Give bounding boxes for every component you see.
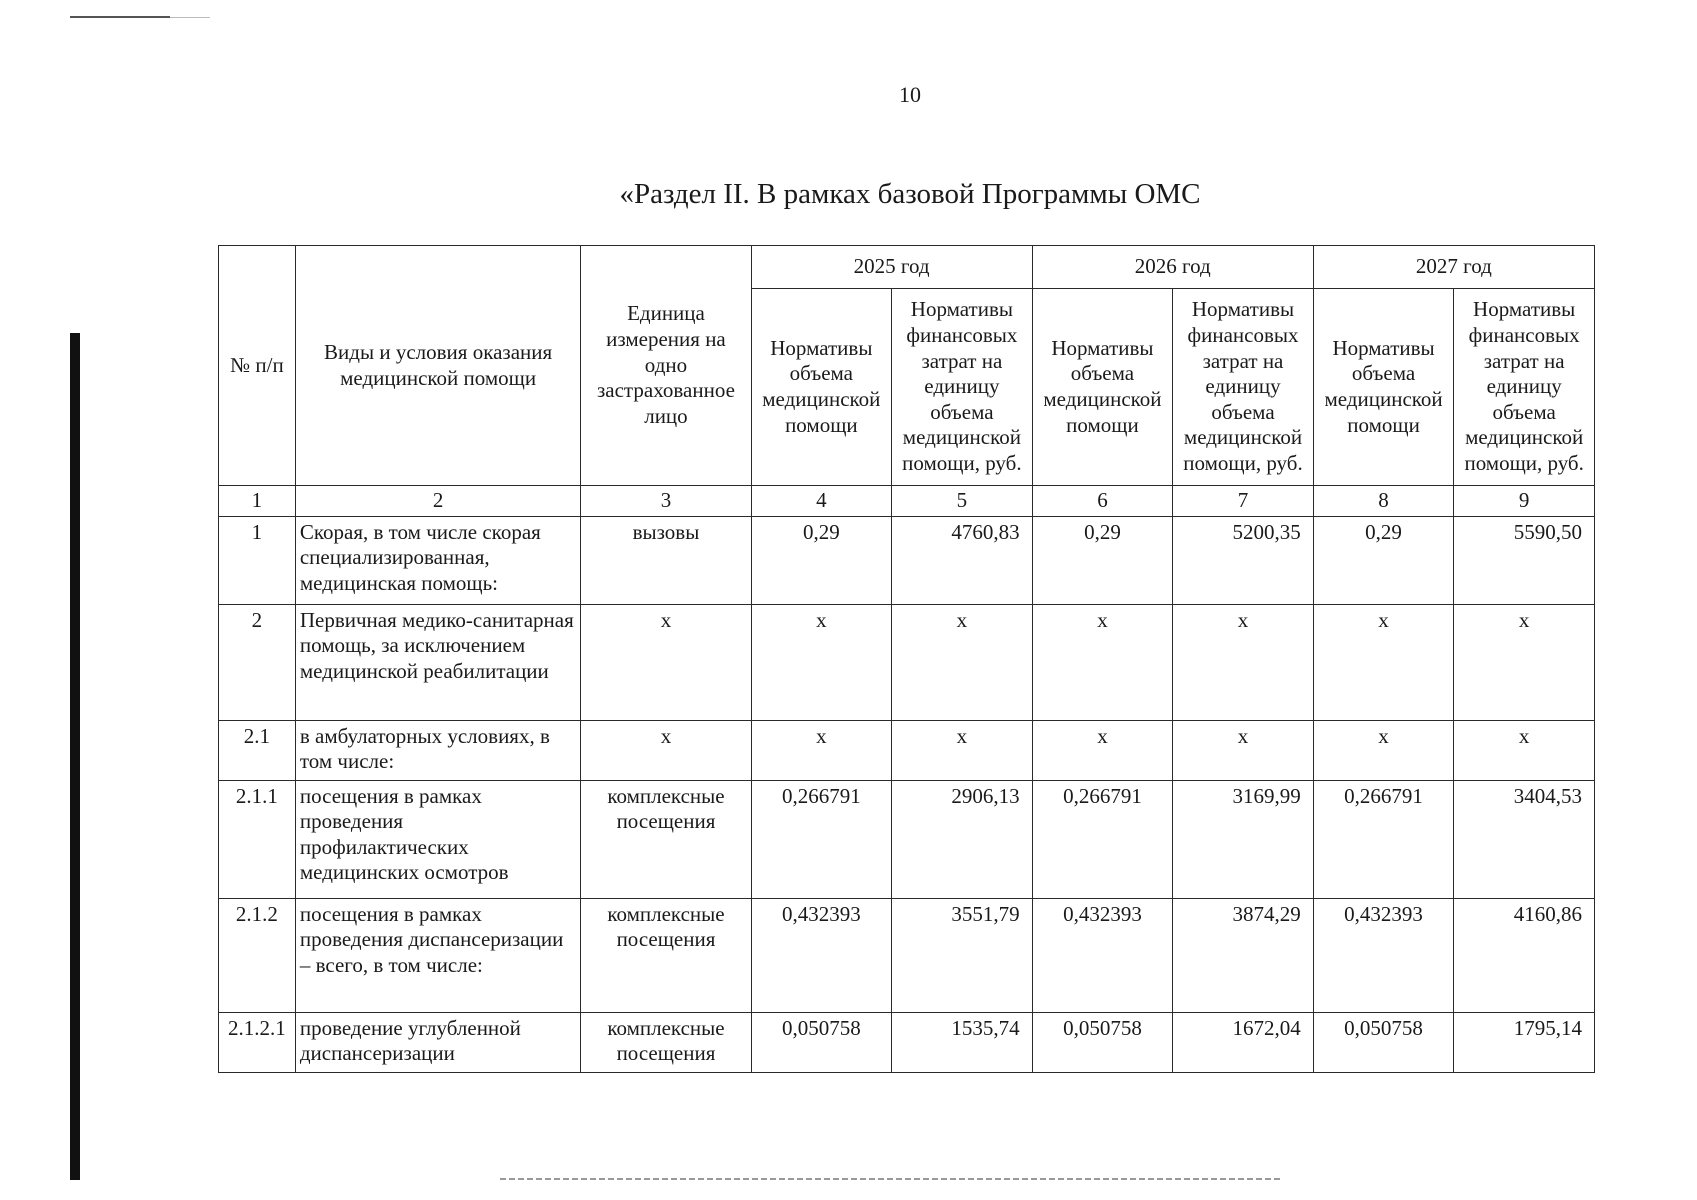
row-unit: комплексные посещения [581, 898, 751, 1012]
row-number: 2.1 [219, 720, 296, 780]
row-unit: x [581, 720, 751, 780]
cost-2025: 2906,13 [892, 780, 1033, 898]
column-number: 3 [581, 486, 751, 517]
volume-2025: x [751, 604, 892, 720]
row-name: посещения в рамках проведения диспансеризации – всего, в том числе: [295, 898, 581, 1012]
volume-2027: 0,050758 [1313, 1012, 1454, 1072]
row-unit: комплексные посещения [581, 1012, 751, 1072]
cost-2027: x [1454, 720, 1595, 780]
cost-2025: x [892, 720, 1033, 780]
volume-2025: 0,29 [751, 516, 892, 604]
cost-2026: 1672,04 [1173, 1012, 1314, 1072]
scan-artifact-top-line-faint [170, 17, 210, 18]
column-number: 8 [1313, 486, 1454, 517]
cost-2027: 5590,50 [1454, 516, 1595, 604]
cost-2025: 1535,74 [892, 1012, 1033, 1072]
row-name: в амбулаторных условиях, в том числе: [295, 720, 581, 780]
cost-2025: 4760,83 [892, 516, 1033, 604]
scan-artifact-left-bar [70, 333, 80, 1180]
column-number: 6 [1032, 486, 1173, 517]
row-name: Первичная медико-санитарная помощь, за исключением медицинской реабилитации [295, 604, 581, 720]
row-unit: комплексные посещения [581, 780, 751, 898]
header-unit: Единица измерения на одно застрахованное лицо [581, 246, 751, 486]
volume-2026: 0,432393 [1032, 898, 1173, 1012]
header-volume-2027: Нормативы объема медицинской помощи [1313, 289, 1454, 486]
cost-2026: 3874,29 [1173, 898, 1314, 1012]
row-name: Скорая, в том числе скорая специализированная, медицинская помощь: [295, 516, 581, 604]
volume-2027: x [1313, 604, 1454, 720]
cost-2025: x [892, 604, 1033, 720]
table-row [219, 898, 1595, 1012]
cost-2026: x [1173, 720, 1314, 780]
scan-artifact-bottom-line [500, 1178, 1280, 1180]
row-unit: вызовы [581, 516, 751, 604]
column-number: 7 [1173, 486, 1314, 517]
norms-table [218, 245, 1595, 1073]
volume-2025: 0,266791 [751, 780, 892, 898]
volume-2026: 0,266791 [1032, 780, 1173, 898]
row-name: проведение углубленной диспансеризации [295, 1012, 581, 1072]
section-title: «Раздел II. В рамках базовой Программы ОМС [619, 178, 1201, 210]
header-num: № п/п [219, 246, 296, 486]
table-row [219, 604, 1595, 720]
volume-2026: x [1032, 604, 1173, 720]
column-number: 9 [1454, 486, 1595, 517]
row-name: посещения в рамках проведения профилактических медицинских осмотров [295, 780, 581, 898]
cost-2027: 1795,14 [1454, 1012, 1595, 1072]
header-volume-2026: Нормативы объема медицинской помощи [1032, 289, 1173, 486]
row-number: 2 [219, 604, 296, 720]
table-row [219, 720, 1595, 780]
header-cost-2027: Нормативы финансовых затрат на единицу объема медицинской помощи, руб. [1454, 289, 1595, 486]
row-number: 2.1.2.1 [219, 1012, 296, 1072]
scan-artifact-top-line [70, 16, 170, 18]
cost-2027: x [1454, 604, 1595, 720]
volume-2027: 0,432393 [1313, 898, 1454, 1012]
cost-2025: 3551,79 [892, 898, 1033, 1012]
volume-2026: 0,29 [1032, 516, 1173, 604]
row-number: 2.1.1 [219, 780, 296, 898]
column-number: 2 [295, 486, 581, 517]
header-kind: Виды и условия оказания медицинской помощи [295, 246, 581, 486]
header-year-2026: 2026 год [1032, 246, 1313, 289]
cost-2026: 3169,99 [1173, 780, 1314, 898]
cost-2026: 5200,35 [1173, 516, 1314, 604]
volume-2027: 0,29 [1313, 516, 1454, 604]
row-unit: x [581, 604, 751, 720]
column-number: 4 [751, 486, 892, 517]
volume-2026: x [1032, 720, 1173, 780]
cost-2027: 3404,53 [1454, 780, 1595, 898]
column-number-row [219, 486, 1595, 517]
header-cost-2025: Нормативы финансовых затрат на единицу объема медицинской помощи, руб. [892, 289, 1033, 486]
column-number: 1 [219, 486, 296, 517]
row-number: 2.1.2 [219, 898, 296, 1012]
header-year-2025: 2025 год [751, 246, 1032, 289]
header-volume-2025: Нормативы объема медицинской помощи [751, 289, 892, 486]
cost-2027: 4160,86 [1454, 898, 1595, 1012]
volume-2025: 0,050758 [751, 1012, 892, 1072]
volume-2027: x [1313, 720, 1454, 780]
volume-2027: 0,266791 [1313, 780, 1454, 898]
volume-2025: x [751, 720, 892, 780]
row-number: 1 [219, 516, 296, 604]
column-number: 5 [892, 486, 1033, 517]
header-row-years [219, 246, 1595, 289]
header-year-2027: 2027 год [1313, 246, 1594, 289]
table-row [219, 1012, 1595, 1072]
header-cost-2026: Нормативы финансовых затрат на единицу объема медицинской помощи, руб. [1173, 289, 1314, 486]
volume-2026: 0,050758 [1032, 1012, 1173, 1072]
cost-2026: x [1173, 604, 1314, 720]
table-row [219, 780, 1595, 898]
page-number: 10 [899, 82, 921, 107]
table-row [219, 516, 1595, 604]
volume-2025: 0,432393 [751, 898, 892, 1012]
